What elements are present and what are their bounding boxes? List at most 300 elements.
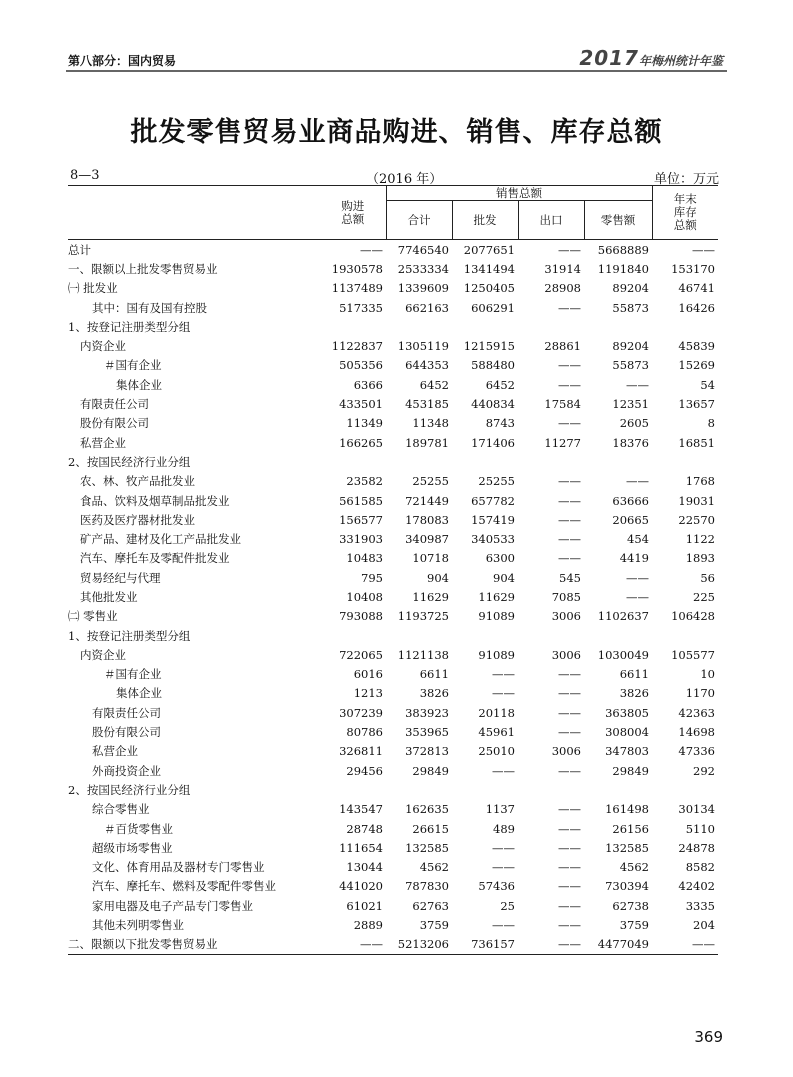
page-number: 369 [694,1028,723,1046]
cell-value: 3826 [419,686,449,701]
cell-value: 153170 [671,261,715,276]
cell-value: 13044 [346,860,383,875]
cell-value: 2077651 [463,242,515,257]
cell-value [320,452,386,471]
table-row [68,336,718,355]
cell-value: —— [692,242,715,257]
cell-value: 307239 [339,705,383,720]
yearbook-name: 年梅州统计年鉴 [638,54,723,68]
row-label: 文化、体育用品及器材专门零售业 [92,860,265,875]
cell-value: 89204 [612,339,649,354]
table-row [68,819,718,838]
cell-value: 644353 [405,358,449,373]
row-label: 集体企业 [116,377,162,392]
row-label: 农、林、牧产品批发业 [80,474,195,489]
table-row [68,568,718,587]
cell-value: 6611 [419,667,449,682]
row-label: 有限责任公司 [80,397,149,412]
cell-value: —— [558,551,581,566]
cell-value [584,452,652,471]
cell-value: 25255 [478,474,515,489]
table-row [68,356,718,375]
cell-value [386,780,452,799]
cell-value [320,780,386,799]
cell-value: —— [558,802,581,817]
table-row [68,761,718,780]
cell-value: —— [492,918,515,933]
cell-value [518,317,584,336]
cell-value: 46741 [678,281,715,296]
table-header [68,186,718,240]
cell-value [584,626,652,645]
cell-value: 28908 [544,281,581,296]
table-row [68,529,718,548]
cell-value: 162635 [405,802,449,817]
cell-value: 54 [700,377,715,392]
table-row [68,722,718,741]
cell-value: 26156 [612,821,649,836]
cell-value: 19031 [678,493,715,508]
cell-value: 2533334 [397,261,449,276]
cell-value: —— [518,935,584,955]
cell-value: —— [558,300,581,315]
cell-value: 1341494 [463,261,515,276]
cell-value: 3826 [619,686,649,701]
cell-value: 363805 [605,705,649,720]
cell-value: —— [492,686,515,701]
cell-value: 2605 [619,416,649,431]
row-label: 2、按国民经济行业分组 [68,454,191,469]
row-label: 贸易经纪与代理 [80,570,161,585]
cell-value [386,626,452,645]
cell-value: 89204 [612,281,649,296]
cell-value: 489 [493,821,515,836]
cell-value: 11629 [412,589,449,604]
table-row [68,394,718,413]
cell-value: 372813 [405,744,449,759]
cell-value: 545 [559,570,581,585]
cell-value: 106428 [671,609,715,624]
row-label: 集体企业 [116,686,162,701]
cell-value: 105577 [671,647,715,662]
cell-value: 1213 [353,686,383,701]
cell-value: 454 [627,532,649,547]
table-row [68,375,718,394]
table-row [68,298,718,317]
cell-value: 6300 [485,551,515,566]
row-label: 医药及医疗器材批发业 [80,512,195,527]
row-label: 汽车、摩托车及零配件批发业 [80,551,230,566]
cell-value: —— [558,358,581,373]
retail-column-header: 零售额 [584,201,652,240]
cell-value [518,452,584,471]
cell-value: 5110 [685,821,715,836]
cell-value: 440834 [471,397,515,412]
cell-value: 132585 [405,840,449,855]
cell-value: 383923 [405,705,449,720]
cell-value [518,780,584,799]
table-row [68,510,718,529]
cell-value: —— [652,935,718,955]
row-label: 有限责任公司 [92,705,161,720]
cell-value: 736157 [452,935,518,955]
cell-value: 1137 [485,802,515,817]
cell-value: 3335 [685,898,715,913]
cell-value: 2889 [353,918,383,933]
row-label: 总计 [68,242,91,257]
cell-value: 11348 [412,416,449,431]
export-column-header: 出口 [518,201,584,240]
row-label: ㈠ 批发业 [68,281,118,296]
cell-value: —— [492,763,515,778]
purchase-label: 购进 总额 [341,198,365,226]
row-label: 内资企业 [80,647,126,662]
cell-value: —— [558,667,581,682]
cell-value: 3006 [551,647,581,662]
table-row [68,935,718,955]
cell-value [452,317,518,336]
cell-value: 662163 [405,300,449,315]
data-table [68,185,718,955]
cell-value: —— [492,840,515,855]
row-label: 私营企业 [80,435,126,450]
cell-value: —— [558,725,581,740]
cell-value: 6016 [353,667,383,682]
table-row [68,491,718,510]
cell-value: 47336 [678,744,715,759]
table-row [68,800,718,819]
cell-value: 657782 [471,493,515,508]
cell-value: 1215915 [463,339,515,354]
purchase-column-header [320,186,386,240]
row-label: 食品、饮料及烟草制品批发业 [80,493,230,508]
row-label: 外商投资企业 [92,763,161,778]
cell-value: 5668889 [597,242,649,257]
cell-value: 14698 [678,725,715,740]
cell-value: 1250405 [463,281,515,296]
cell-value [652,626,718,645]
cell-value: 13657 [678,397,715,412]
row-label: 内资企业 [80,339,126,354]
cell-value: 26615 [412,821,449,836]
cell-value: 23582 [346,474,383,489]
table-row [68,549,718,568]
cell-value: 8 [707,416,715,431]
cell-value: —— [558,840,581,855]
cell-value: 1768 [685,474,715,489]
cell-value [320,626,386,645]
cell-value: 111654 [339,840,383,855]
cell-value: 55873 [612,300,649,315]
table-row [68,858,718,877]
row-label: ㈡ 零售业 [68,609,118,624]
row-label: 2、按国民经济行业分组 [68,782,191,797]
cell-value: 4562 [419,860,449,875]
row-label: 股份有限公司 [92,725,161,740]
table-row [68,896,718,915]
cell-value: 561585 [339,493,383,508]
cell-value [652,780,718,799]
table-row [68,780,718,799]
cell-value: 1122 [685,532,715,547]
cell-value: 10718 [412,551,449,566]
cell-value: —— [558,493,581,508]
cell-value: 505356 [339,358,383,373]
row-label: ＃国有企业 [104,667,162,682]
cell-value: 45961 [478,725,515,740]
cell-value: 353965 [405,725,449,740]
cell-value: 171406 [471,435,515,450]
cell-value: —— [626,589,649,604]
cell-value: 204 [693,918,715,933]
unit-label: 单位：万元 [653,172,719,187]
cell-value: 22570 [678,512,715,527]
cell-value: 6452 [485,377,515,392]
cell-value: 18376 [612,435,649,450]
cell-value: 1170 [685,686,715,701]
cell-value: 1305119 [397,339,449,354]
cell-value: 606291 [471,300,515,315]
total-column-header: 合计 [386,201,452,240]
table-row [68,665,718,684]
cell-value: 16851 [678,435,715,450]
cell-value: —— [558,705,581,720]
cell-value: —— [558,898,581,913]
cell-value: 6366 [353,377,383,392]
cell-value: —— [558,821,581,836]
cell-value: 331903 [339,532,383,547]
cell-value: 225 [693,589,715,604]
cell-value: 143547 [339,802,383,817]
row-label: 家用电器及电子产品专门零售业 [92,898,253,913]
cell-value: 11629 [478,589,515,604]
cell-value: 1191840 [597,261,649,276]
row-label: 二、限额以下批发零售贸易业 [68,935,320,955]
cell-value: 1102637 [597,609,649,624]
cell-value: 517335 [339,300,383,315]
table-row [68,877,718,896]
cell-value [452,626,518,645]
cell-value: 904 [427,570,449,585]
cell-value: 80786 [346,725,383,740]
cell-value: 11277 [544,435,581,450]
cell-value: 56 [700,570,715,585]
cell-value [652,452,718,471]
cell-value: 1137489 [331,281,383,296]
cell-value: 15269 [678,358,715,373]
year-note: （2016 年） [366,172,443,187]
table-row [68,587,718,606]
cell-value: 4419 [619,551,649,566]
cell-value: —— [558,879,581,894]
cell-value: 1122837 [331,339,383,354]
cell-value: 10483 [346,551,383,566]
cell-value: 189781 [405,435,449,450]
yearbook-title [579,46,723,70]
cell-value: 4477049 [584,935,652,955]
cell-value: 28861 [544,339,581,354]
cell-value: 3006 [551,609,581,624]
cell-value [652,317,718,336]
cell-value: 42402 [678,879,715,894]
table-row [68,838,718,857]
yearbook-year: 2017 [579,46,639,70]
table-row [68,472,718,491]
row-label: 其他未列明零售业 [92,918,184,933]
cell-value: 3006 [551,744,581,759]
cell-value: 787830 [405,879,449,894]
cell-value [320,317,386,336]
cell-value [584,317,652,336]
table-row [68,915,718,934]
table-row [68,279,718,298]
cell-value: 20665 [612,512,649,527]
row-label: 私营企业 [92,744,138,759]
cell-value: —— [558,686,581,701]
table-row [68,742,718,761]
table-row [68,414,718,433]
cell-value: 340987 [405,532,449,547]
cell-value: 433501 [339,397,383,412]
cell-value: 721449 [405,493,449,508]
table-row [68,684,718,703]
cell-value: 57436 [478,879,515,894]
cell-value: 7746540 [397,242,449,257]
cell-value: 730394 [605,879,649,894]
stock-label: 年末 库存 总额 [673,192,697,232]
row-label: 股份有限公司 [80,416,149,431]
cell-value: 28748 [346,821,383,836]
cell-value: 292 [693,763,715,778]
cell-value: —— [626,377,649,392]
cell-value [452,452,518,471]
cell-value: 8743 [485,416,515,431]
cell-value: —— [320,935,386,955]
cell-value: 10408 [346,589,383,604]
cell-value: 10 [700,667,715,682]
cell-value: —— [558,512,581,527]
cell-value: 1193725 [397,609,449,624]
row-label: ＃国有企业 [104,358,162,373]
cell-value: 347803 [605,744,649,759]
cell-value [452,780,518,799]
cell-value: 588480 [471,358,515,373]
page-title: 批发零售贸易业商品购进、销售、库存总额 [130,117,663,148]
table-row [68,452,718,471]
row-label: 综合零售业 [92,802,150,817]
cell-value: 11349 [346,416,383,431]
cell-value: 3759 [419,918,449,933]
cell-value: 308004 [605,725,649,740]
cell-value: 178083 [405,512,449,527]
cell-value: 45839 [678,339,715,354]
cell-value [386,452,452,471]
row-label: ＃百货零售业 [104,821,173,836]
cell-value: 7085 [551,589,581,604]
cell-value: 722065 [339,647,383,662]
row-label: 其他批发业 [80,589,138,604]
cell-value: 12351 [612,397,649,412]
row-label: 一、限额以上批发零售贸易业 [68,261,218,276]
cell-value: 795 [361,570,383,585]
cell-value: 340533 [471,532,515,547]
cell-value: —— [492,667,515,682]
cell-value: 793088 [339,609,383,624]
cell-value: 24878 [678,840,715,855]
header-rule [66,70,727,72]
cell-value: 166265 [339,435,383,450]
row-label: 超级市场零售业 [92,840,173,855]
table-body [68,240,718,955]
cell-value: 1339609 [397,281,449,296]
cell-value: 25255 [412,474,449,489]
cell-value: 132585 [605,840,649,855]
cell-value: 55873 [612,358,649,373]
sales-group-header: 销售总额 [386,186,652,201]
cell-value: —— [558,474,581,489]
cell-value: 63666 [612,493,649,508]
cell-value [584,780,652,799]
item-column-header [68,186,320,240]
cell-value: 42363 [678,705,715,720]
table-row [68,317,718,336]
table-code: 8—3 [70,168,100,183]
cell-value: —— [626,570,649,585]
cell-value: 91089 [478,647,515,662]
cell-value: 29849 [412,763,449,778]
cell-value: 1893 [685,551,715,566]
cell-value: —— [492,860,515,875]
stock-column-header [652,186,718,240]
cell-value: 29849 [612,763,649,778]
cell-value: 29456 [346,763,383,778]
row-label: 汽车、摩托车、燃料及零配件零售业 [92,879,276,894]
cell-value: 62763 [412,898,449,913]
cell-value: 904 [493,570,515,585]
cell-value: —— [626,474,649,489]
cell-value: 16426 [678,300,715,315]
cell-value: —— [360,242,383,257]
cell-value: 4562 [619,860,649,875]
cell-value: 157419 [471,512,515,527]
cell-value [386,317,452,336]
cell-value: 30134 [678,802,715,817]
wholesale-column-header: 批发 [452,201,518,240]
cell-value [518,626,584,645]
cell-value: 161498 [605,802,649,817]
cell-value: 5213206 [386,935,452,955]
cell-value: —— [558,763,581,778]
cell-value: —— [558,918,581,933]
cell-value: —— [558,532,581,547]
cell-value: 25 [500,898,515,913]
cell-value: 1121138 [397,647,449,662]
cell-value: 441020 [339,879,383,894]
cell-value: 20118 [478,705,515,720]
cell-value: —— [558,860,581,875]
cell-value: 61021 [346,898,383,913]
section-header: 第八部分：国内贸易 [68,54,177,68]
table-row [68,240,718,260]
cell-value: 156577 [339,512,383,527]
cell-value: 1930578 [331,261,383,276]
cell-value: 1030049 [597,647,649,662]
cell-value: —— [558,242,581,257]
row-label: 矿产品、建材及化工产品批发业 [80,532,241,547]
cell-value: 25010 [478,744,515,759]
row-label: 1、按登记注册类型分组 [68,319,191,334]
cell-value: 3759 [619,918,649,933]
